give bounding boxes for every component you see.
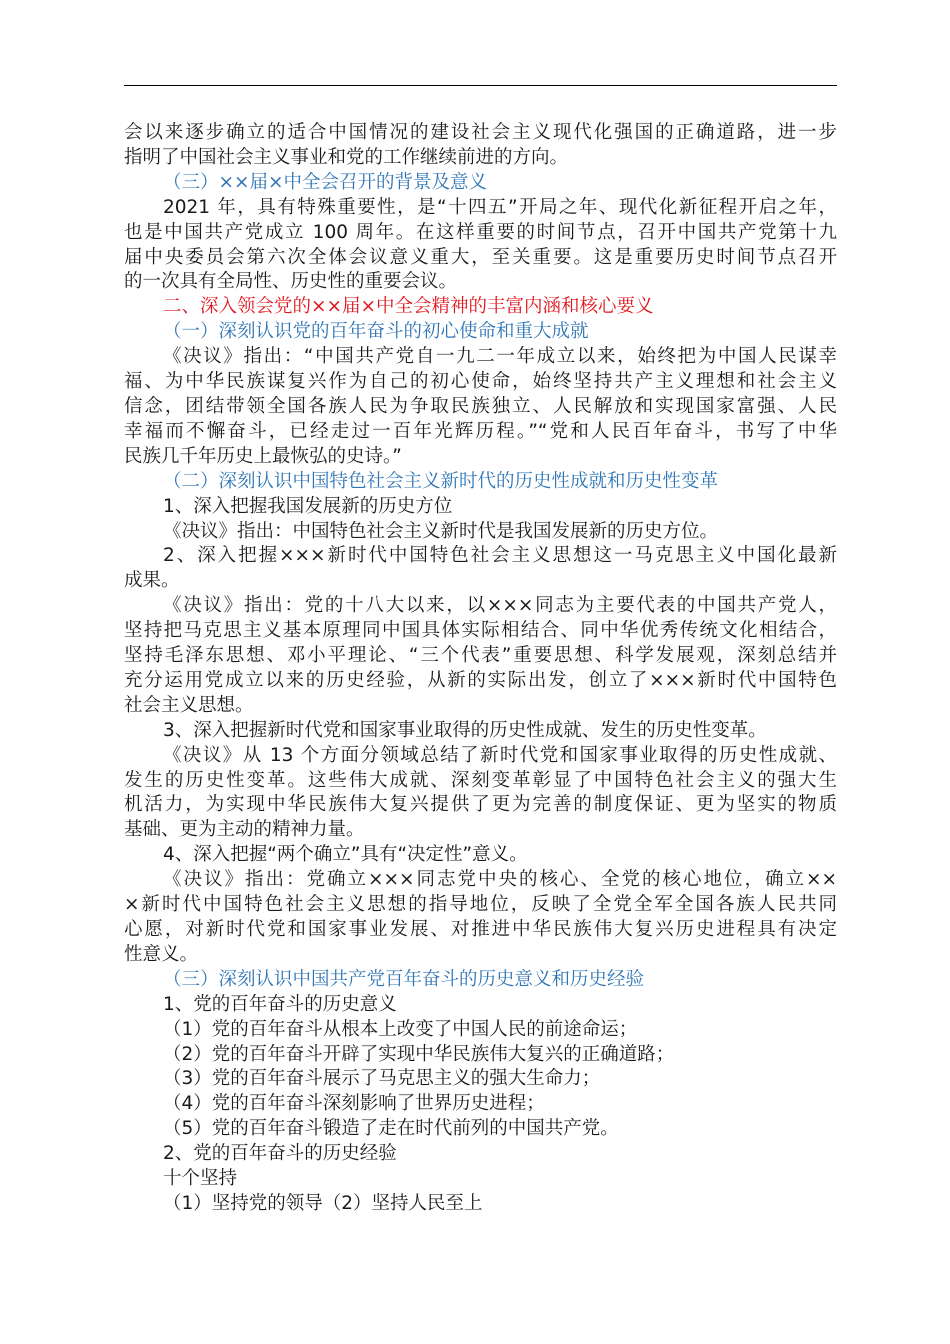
body-text-line: （1）坚持党的领导（2）坚持人民至上 — [163, 1192, 483, 1214]
subsection-heading: （一）深刻认识党的百年奋斗的初心使命和重大成就 — [163, 321, 589, 343]
body-text-line: 心愿，对新时代党和国家事业发展、对推进中华民族伟大复兴历史进程具有决定 — [124, 919, 837, 940]
body-text-line: 1、党的百年奋斗的历史意义 — [163, 993, 397, 1015]
body-text-line: 《决议》指出：党的十八大以来，以×××同志为主要代表的中国共产党人， — [163, 595, 837, 617]
header-rule — [124, 85, 837, 86]
body-text-line: 十个坚持 — [163, 1168, 238, 1190]
body-text-line: 2、党的百年奋斗的历史经验 — [163, 1143, 397, 1165]
body-text-line: 2021 年，具有特殊重要性，是“十四五”开局之年、现代化新征程开启之年， — [163, 196, 837, 218]
body-text-line: 民族几千年历史上最恢弘的史诗。” — [124, 445, 402, 467]
body-text-line: 3、深入把握新时代党和国家事业取得的历史性成就、发生的历史性变革。 — [163, 719, 767, 741]
body-text-line: （4）党的百年奋斗深刻影响了世界历史进程； — [163, 1093, 545, 1115]
body-text-line: 2、深入把握×××新时代中国特色社会主义思想这一马克思主义中国化最新 — [163, 545, 837, 567]
body-text-line: 届中央委员会第六次全体会议意义重大，至关重要。这是重要历史时间节点召开 — [124, 246, 837, 268]
section-heading: 二、深入领会党的××届×中全会精神的丰富内涵和核心要义 — [163, 296, 654, 318]
body-text-line: 4、深入把握“两个确立”具有“决定性”意义。 — [163, 844, 528, 866]
body-text-line: 基础、更为主动的精神力量。 — [124, 819, 365, 841]
document-body — [124, 121, 837, 1217]
body-text-line: 也是中国共产党成立 100 周年。在这样重要的时间节点，召开中国共产党第十九 — [124, 221, 837, 243]
body-text-line: 指明了中国社会主义事业和党的工作继续前进的方向。 — [124, 146, 569, 168]
body-text-line: 《决议》指出：党确立×××同志党中央的核心、全党的核心地位，确立×× — [163, 869, 837, 891]
body-text-line: （2）党的百年奋斗开辟了实现中华民族伟大复兴的正确道路； — [163, 1043, 675, 1065]
body-text-line: 《决议》指出：中国特色社会主义新时代是我国发展新的历史方位。 — [163, 520, 719, 542]
body-text-line: 《决议》从 13 个方面分领域总结了新时代党和国家事业取得的历史性成就、 — [163, 744, 837, 766]
body-text-line: 机活力，为实现中华民族伟大复兴提供了更为完善的制度保证、更为坚实的物质 — [124, 794, 837, 816]
subsection-heading: （三）××届×中全会召开的背景及意义 — [163, 171, 488, 193]
body-text-line: 会以来逐步确立的适合中国情况的建设社会主义现代化强国的正确道路，进一步 — [124, 122, 837, 143]
body-text-line: 坚持把马克思主义基本原理同中国具体实际相结合、同中华优秀传统文化相结合， — [124, 620, 837, 642]
body-text-line: 性意义。 — [124, 943, 199, 965]
body-text-line: （1）党的百年奋斗从根本上改变了中国人民的前途命运； — [163, 1018, 638, 1040]
body-text-line: 坚持毛泽东思想、邓小平理论、“三个代表”重要思想、科学发展观，深刻总结并 — [124, 645, 837, 667]
body-text-line: 的一次具有全局性、历史性的重要会议。 — [124, 271, 458, 293]
body-text-line: 社会主义思想。 — [124, 694, 254, 716]
body-text-line: 成果。 — [124, 570, 180, 592]
body-text-line: （5）党的百年奋斗锻造了走在时代前列的中国共产党。 — [163, 1118, 619, 1140]
body-text-line: （3）党的百年奋斗展示了马克思主义的强大生命力； — [163, 1068, 601, 1090]
body-text-line: 发生的历史性变革。这些伟大成就、深刻变革彰显了中国特色社会主义的强大生 — [124, 769, 837, 791]
body-text-line: 1、深入把握我国发展新的历史方位 — [163, 495, 453, 517]
body-text-line: 福、为中华民族谋复兴作为自己的初心使命，始终坚持共产主义理想和社会主义 — [124, 371, 837, 393]
body-text-line: 幸福而不懈奋斗，已经走过一百年光辉历程。”“党和人民百年奋斗，书写了中华 — [124, 420, 837, 442]
body-text-line: 充分运用党成立以来的历史经验，从新的实际出发，创立了×××新时代中国特色 — [124, 669, 837, 691]
body-text-line: 《决议》指出：“中国共产党自一九二一年成立以来，始终把为中国人民谋幸 — [163, 346, 837, 368]
body-text-line: ×新时代中国特色社会主义思想的指导地位，反映了全党全军全国各族人民共同 — [124, 894, 837, 916]
body-text-line: 信念，团结带领全国各族人民为争取民族独立、人民解放和实现国家富强、人民 — [124, 395, 837, 417]
subsection-heading: （三）深刻认识中国共产党百年奋斗的历史意义和历史经验 — [163, 968, 645, 990]
subsection-heading: （二）深刻认识中国特色社会主义新时代的历史性成就和历史性变革 — [163, 470, 719, 492]
